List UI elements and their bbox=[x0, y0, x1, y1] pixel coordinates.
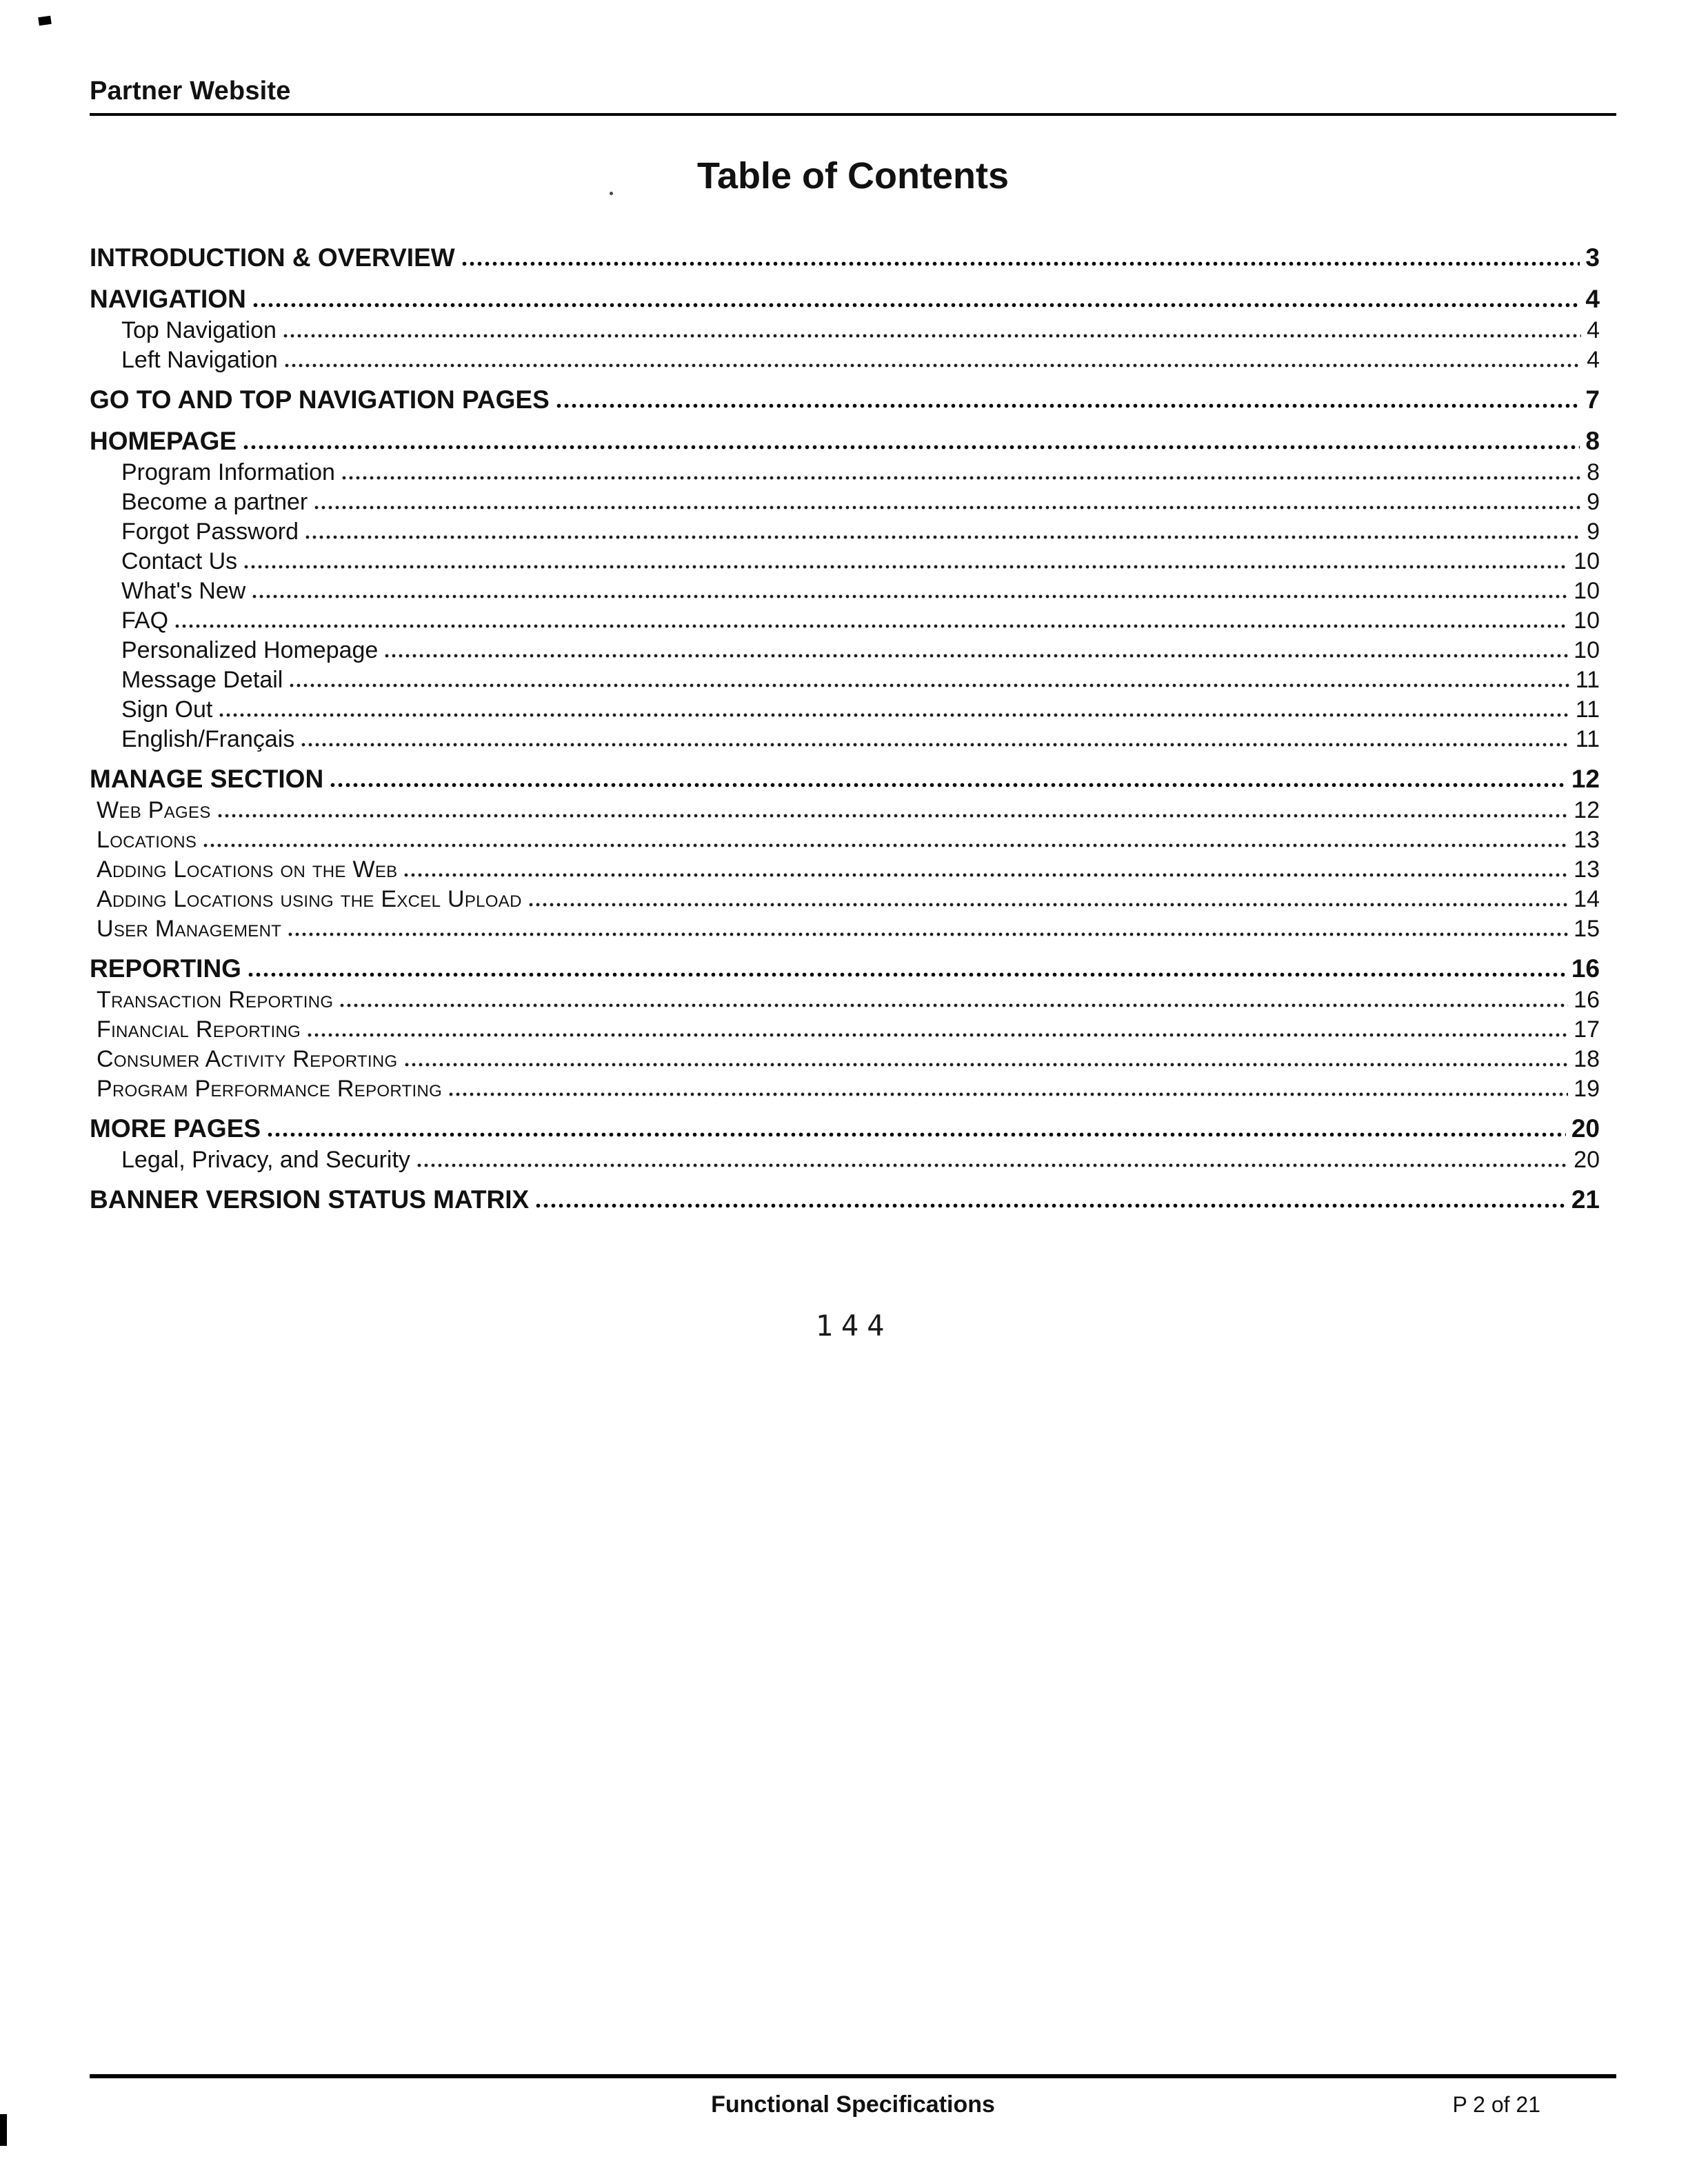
toc-dot-leader bbox=[339, 1002, 1568, 1009]
toc-entry-label: INTRODUCTION & OVERVIEW bbox=[90, 243, 455, 272]
toc-entry bbox=[90, 796, 1616, 825]
toc-entry bbox=[90, 985, 1616, 1015]
toc-entry-page: 11 bbox=[1575, 726, 1600, 752]
toc-entry-page: 13 bbox=[1574, 827, 1600, 853]
toc-dot-leader bbox=[416, 1162, 1568, 1169]
toc-entry-label: BANNER VERSION STATUS MATRIX bbox=[90, 1185, 530, 1214]
footer-page-indicator: P 2 of 21 bbox=[1452, 2092, 1540, 2117]
toc-entry bbox=[90, 576, 1616, 606]
toc-entry bbox=[90, 606, 1616, 636]
toc-dot-leader bbox=[534, 1203, 1566, 1209]
toc-entry bbox=[90, 665, 1616, 695]
toc-entry-label: Left Navigation bbox=[121, 347, 278, 373]
toc-entry-label: Personalized Homepage bbox=[121, 637, 379, 663]
toc-dot-leader bbox=[266, 1132, 1566, 1138]
toc-entry-page: 10 bbox=[1574, 548, 1600, 574]
toc-entry-label: FAQ bbox=[121, 607, 169, 634]
toc-entry bbox=[90, 725, 1616, 754]
toc-entry-label: Consumer Activity Reporting bbox=[97, 1046, 398, 1072]
toc-dot-leader bbox=[287, 931, 1568, 938]
toc-entry-page: 4 bbox=[1587, 347, 1600, 373]
toc-entry-label: Transaction Reporting bbox=[97, 987, 334, 1013]
toc-entry bbox=[90, 885, 1616, 914]
toc-entry bbox=[90, 517, 1616, 547]
toc-dot-leader bbox=[306, 1032, 1568, 1038]
toc-entry-page: 11 bbox=[1575, 667, 1600, 693]
toc-entry-page: 17 bbox=[1574, 1016, 1600, 1043]
toc-entry bbox=[90, 316, 1616, 345]
toc-entry-label: What's New bbox=[121, 578, 246, 604]
toc-entry-page: 9 bbox=[1587, 489, 1600, 515]
toc-entry-page: 11 bbox=[1575, 696, 1600, 723]
toc-entry-label: Adding Locations on the Web bbox=[97, 856, 398, 883]
toc-entry-page: 16 bbox=[1574, 987, 1600, 1013]
toc-dot-leader bbox=[313, 504, 1581, 511]
toc-dot-leader bbox=[251, 593, 1568, 600]
toc-dot-leader bbox=[242, 444, 1580, 451]
toc-entry-page: 8 bbox=[1587, 459, 1600, 485]
toc-entry bbox=[90, 547, 1616, 576]
toc-list bbox=[90, 241, 1616, 1216]
toc-entry-label: Locations bbox=[97, 827, 197, 853]
toc-entry bbox=[90, 488, 1616, 517]
toc-entry bbox=[90, 952, 1616, 985]
toc-entry-label: MORE PAGES bbox=[90, 1114, 261, 1143]
toc-entry-label: REPORTING bbox=[90, 954, 241, 983]
toc-entry-label: Legal, Privacy, and Security bbox=[121, 1147, 410, 1173]
toc-dot-leader bbox=[283, 362, 1581, 369]
toc-entry-label: Adding Locations using the Excel Upload bbox=[97, 886, 522, 912]
toc-entry-page: 21 bbox=[1571, 1185, 1600, 1214]
toc-dot-leader bbox=[383, 652, 1568, 659]
toc-entry-label: Contact Us bbox=[121, 548, 238, 574]
toc-dot-leader bbox=[174, 623, 1568, 630]
toc-entry bbox=[90, 1112, 1616, 1145]
toc-entry bbox=[90, 1015, 1616, 1045]
toc-entry bbox=[90, 636, 1616, 665]
toc-dot-leader bbox=[252, 302, 1580, 309]
toc-entry-label: Program Information bbox=[121, 459, 335, 485]
toc-entry-page: 8 bbox=[1585, 427, 1600, 455]
toc-entry bbox=[90, 383, 1616, 416]
toc-entry-label: Program Performance Reporting bbox=[97, 1076, 443, 1102]
toc-dot-leader bbox=[247, 972, 1566, 978]
toc-entry-page: 4 bbox=[1585, 285, 1600, 313]
toc-entry bbox=[90, 763, 1616, 796]
toc-entry-page: 10 bbox=[1574, 637, 1600, 663]
toc-dot-leader bbox=[217, 812, 1569, 819]
header-rule bbox=[90, 113, 1616, 116]
toc-entry-page: 20 bbox=[1574, 1147, 1600, 1173]
toc-entry bbox=[90, 855, 1616, 885]
toc-entry bbox=[90, 458, 1616, 488]
scan-artifact bbox=[610, 192, 613, 195]
toc-entry bbox=[90, 914, 1616, 944]
toc-entry-label: Become a partner bbox=[121, 489, 308, 515]
toc-dot-leader bbox=[304, 534, 1581, 541]
toc-dot-leader bbox=[202, 842, 1568, 849]
toc-entry-page: 12 bbox=[1571, 765, 1600, 793]
page-title: Table of Contents bbox=[697, 155, 1009, 197]
toc-entry-label: English/Français bbox=[121, 726, 295, 752]
toc-dot-leader bbox=[282, 332, 1581, 339]
toc-entry-page: 14 bbox=[1574, 886, 1600, 912]
toc-dot-leader bbox=[300, 741, 1569, 748]
toc-entry bbox=[90, 345, 1616, 375]
scanned-page-number-stamp: 144 bbox=[815, 1309, 893, 1343]
footer-rule bbox=[90, 2074, 1616, 2078]
toc-entry-page: 9 bbox=[1587, 519, 1600, 545]
toc-entry-page: 12 bbox=[1574, 797, 1600, 823]
toc-entry-label: User Management bbox=[97, 916, 282, 942]
toc-entry-label: HOMEPAGE bbox=[90, 427, 237, 455]
toc-dot-leader bbox=[461, 261, 1580, 268]
toc-dot-leader bbox=[403, 1061, 1569, 1068]
toc-dot-leader bbox=[329, 782, 1566, 789]
toc-entry-page: 7 bbox=[1585, 385, 1600, 414]
scan-artifact bbox=[38, 16, 51, 26]
toc-entry-label: MANAGE SECTION bbox=[90, 765, 324, 793]
toc-dot-leader bbox=[341, 474, 1581, 481]
toc-entry bbox=[90, 241, 1616, 274]
toc-entry-label: Top Navigation bbox=[121, 317, 277, 343]
toc-entry-label: Sign Out bbox=[121, 696, 213, 723]
toc-dot-leader bbox=[555, 403, 1580, 410]
toc-entry bbox=[90, 1145, 1616, 1175]
toc-entry bbox=[90, 825, 1616, 855]
toc-entry-page: 18 bbox=[1574, 1046, 1600, 1072]
toc-entry-page: 10 bbox=[1574, 607, 1600, 634]
toc-entry-label: Forgot Password bbox=[121, 519, 299, 545]
footer-document-type: Functional Specifications bbox=[711, 2091, 995, 2118]
document-header-title: Partner Website bbox=[90, 77, 291, 106]
toc-entry-page: 4 bbox=[1587, 317, 1600, 343]
toc-entry bbox=[90, 695, 1616, 725]
toc-entry-page: 3 bbox=[1585, 243, 1600, 272]
toc-entry-label: GO TO AND TOP NAVIGATION PAGES bbox=[90, 385, 550, 414]
toc-entry bbox=[90, 1183, 1616, 1216]
toc-entry-label: Web Pages bbox=[97, 797, 211, 823]
toc-entry bbox=[90, 1074, 1616, 1104]
toc-dot-leader bbox=[218, 712, 1569, 719]
toc-entry bbox=[90, 425, 1616, 458]
toc-dot-leader bbox=[448, 1091, 1568, 1098]
toc-entry-page: 20 bbox=[1571, 1114, 1600, 1143]
toc-dot-leader bbox=[243, 563, 1568, 570]
toc-entry-page: 15 bbox=[1574, 916, 1600, 942]
toc-dot-leader bbox=[528, 901, 1568, 908]
scan-artifact bbox=[0, 2114, 7, 2146]
footer bbox=[90, 2089, 1616, 2122]
toc-entry-page: 16 bbox=[1571, 954, 1600, 983]
toc-entry-page: 13 bbox=[1574, 856, 1600, 883]
toc-entry bbox=[90, 1045, 1616, 1074]
toc-dot-leader bbox=[403, 872, 1568, 878]
toc-entry-label: Message Detail bbox=[121, 667, 283, 693]
toc-entry bbox=[90, 283, 1616, 316]
toc-entry-page: 19 bbox=[1574, 1076, 1600, 1102]
toc-entry-page: 10 bbox=[1574, 578, 1600, 604]
toc-dot-leader bbox=[288, 682, 1569, 689]
toc-entry-label: NAVIGATION bbox=[90, 285, 246, 313]
toc-entry-label: Financial Reporting bbox=[97, 1016, 301, 1043]
